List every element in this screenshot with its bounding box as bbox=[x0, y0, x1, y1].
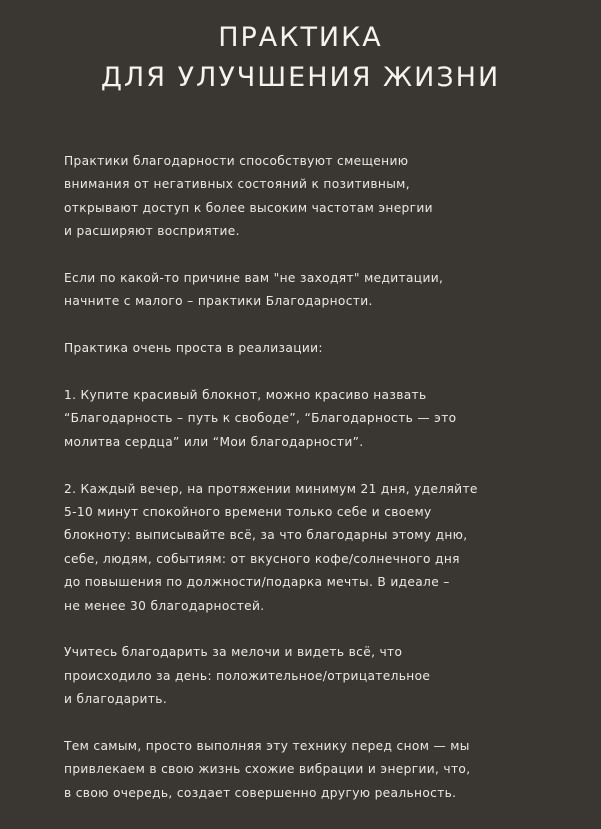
text-line: начните с малого – практики Благодарности. bbox=[64, 294, 373, 309]
paragraph-meditation bbox=[64, 267, 554, 314]
paragraph-small-things bbox=[64, 641, 554, 711]
text-line: открывают доступ к более высоким частотам энергии bbox=[64, 200, 433, 215]
title-line-1: ПРАКТИКА bbox=[218, 22, 383, 53]
text-line: в свою очередь, создает совершенно другую реальность. bbox=[64, 785, 457, 800]
text-line: и расширяют восприятие. bbox=[64, 224, 240, 239]
text-line: внимания от негативных состояний к позитивным, bbox=[64, 177, 410, 192]
paragraph-simple bbox=[64, 337, 554, 360]
text-line: Практика очень проста в реализации: bbox=[64, 341, 323, 356]
text-line: Если по какой-то причине вам "не заходят" медитации, bbox=[64, 271, 444, 286]
text-line: Тем самым, просто выполняя эту технику перед сном — мы bbox=[64, 739, 470, 754]
page-title bbox=[0, 18, 601, 98]
text-line: и благодарить. bbox=[64, 692, 168, 707]
paragraph-intro bbox=[64, 150, 554, 244]
text-line: 1. Купите красивый блокнот, можно красиво назвать bbox=[64, 388, 427, 403]
text-line: происходило за день: положительное/отрицательное bbox=[64, 668, 431, 683]
text-line: Практики благодарности способствуют смещению bbox=[64, 154, 409, 168]
body-text bbox=[64, 150, 554, 829]
paragraph-step-2 bbox=[64, 478, 554, 618]
text-line: молитва сердца” или “Мои благодарности”. bbox=[64, 434, 364, 449]
paragraph-step-1 bbox=[64, 384, 554, 454]
title-line-2: ДЛЯ УЛУЧШЕНИЯ ЖИЗНИ bbox=[100, 62, 501, 93]
text-line: не менее 30 благодарностей. bbox=[64, 598, 265, 613]
text-line: привлекаем в свою жизнь схожие вибрации и энергии, что, bbox=[64, 762, 471, 777]
text-line: блокноту: выписывайте всё, за что благодарны этому дню, bbox=[64, 528, 468, 543]
text-line: до повышения по должности/подарка мечты. В идеале – bbox=[64, 575, 450, 590]
text-line: себе, людям, событиям: от вкусного кофе/солнечного дня bbox=[64, 551, 460, 566]
paragraph-conclusion bbox=[64, 735, 554, 805]
text-line: Учитесь благодарить за мелочи и видеть всё, что bbox=[64, 645, 403, 660]
text-line: 5-10 минут спокойного времени только себе и своему bbox=[64, 505, 432, 520]
text-line: 2. Каждый вечер, на протяжении минимум 21 дня, уделяйте bbox=[64, 481, 478, 496]
text-line: “Благодарность – путь к свободе”, “Благодарность — это bbox=[64, 411, 457, 426]
